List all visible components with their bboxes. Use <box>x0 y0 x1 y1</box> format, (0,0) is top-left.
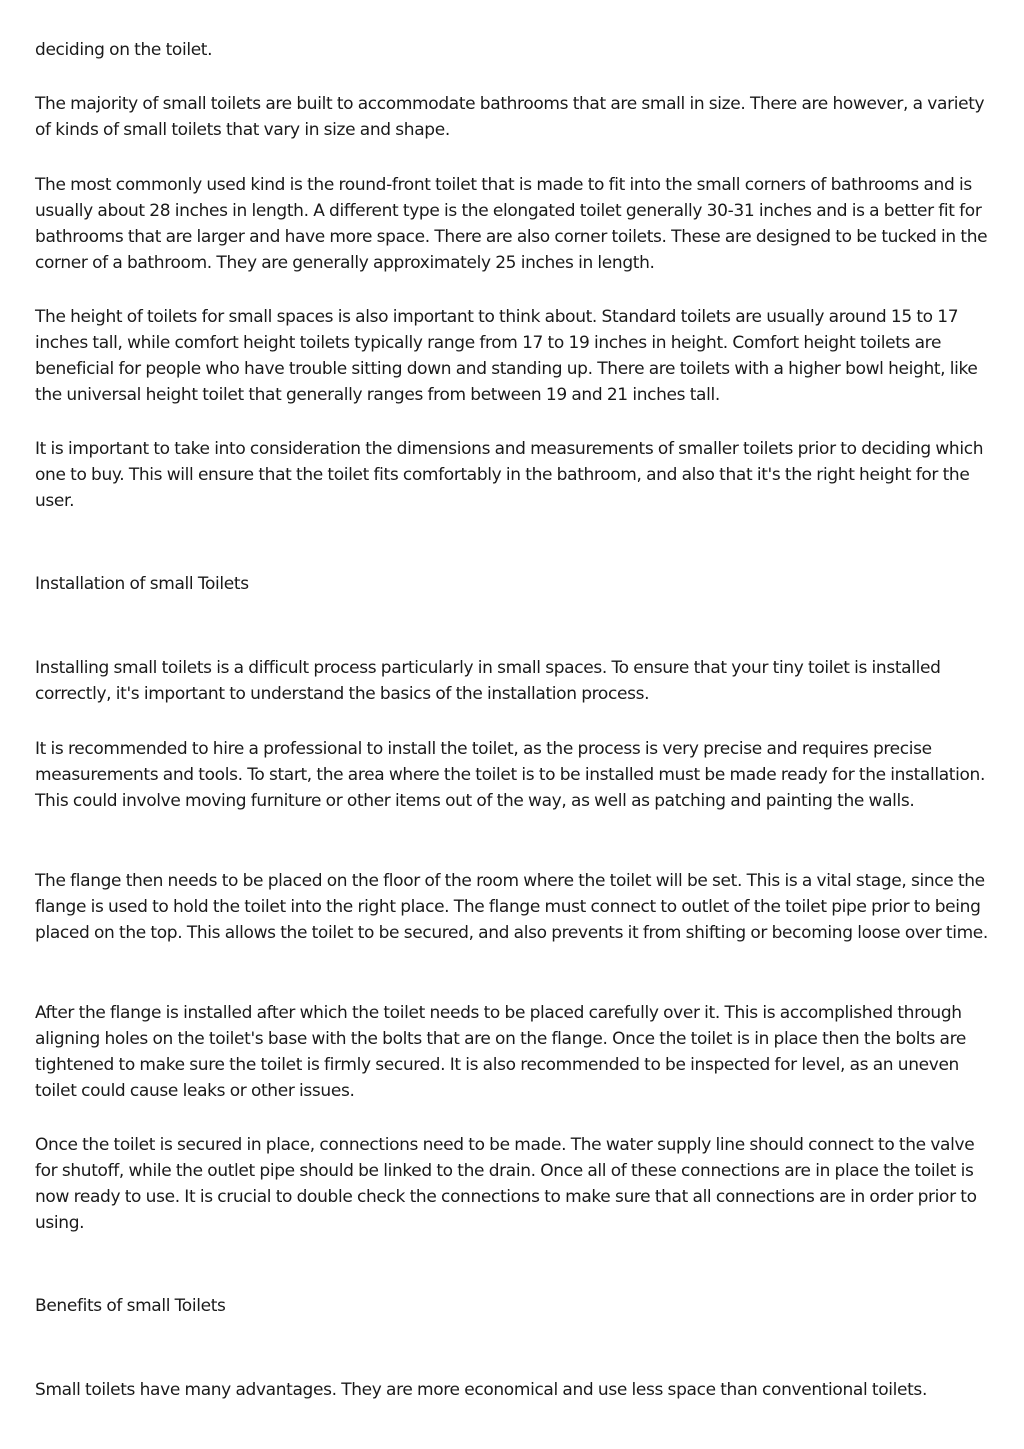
section-heading-benefits: Benefits of small Toilets <box>35 1296 226 1316</box>
paragraph-benefits-intro: Small toilets have many advantages. They are more economical and use less space than conventional toilets. <box>35 1380 927 1400</box>
paragraph-dimensions-advice: It is important to take into consideration the dimensions and measurements of smaller toilets prior to deciding which one to buy. This will ensure that the toilet fits comfortably in the bathroom, and also that it's the right height for the user. <box>35 439 984 511</box>
paragraph-connections: Once the toilet is secured in place, connections need to be made. The water supply line should connect to the valve for shutoff, while the outlet pipe should be linked to the drain. Once all of these connections are in place the toilet is now ready to use. It is crucial to double check the connections to make sure that all connections are in order prior to using. <box>35 1135 977 1233</box>
paragraph-intro-fragment: deciding on the toilet. <box>35 40 213 60</box>
paragraph-small-toilets-overview: The majority of small toilets are built to accommodate bathrooms that are small in size. There are however, a variety of kinds of small toilets that vary in size and shape. <box>35 94 985 140</box>
paragraph-toilet-placement: After the flange is installed after which the toilet needs to be placed carefully over it. This is accomplished through aligning holes on the toilet's base with the bolts that are on the flange. Once the toilet is in place then the bolts are tightened to make sure the toilet is firmly secured. It is also recommended to be inspected for level, as an uneven toilet could cause leaks or other issues. <box>35 1003 966 1101</box>
section-heading-installation: Installation of small Toilets <box>35 574 249 594</box>
paragraph-hire-professional: It is recommended to hire a professional to install the toilet, as the process is very precise and requires precise measurements and tools. To start, the area where the toilet is to be installed must be made ready for the installation. This could involve moving furniture or other items out of the way, as well as patching and painting the walls. <box>35 739 986 811</box>
paragraph-toilet-height: The height of toilets for small spaces is also important to think about. Standard toilets are usually around 15 to 17 inches tall, while comfort height toilets typically range from 17 to 19 inches in height. Comfort height toilets are beneficial for people who have trouble sitting down and standing up. There are toilets with a higher bowl height, like the universal height toilet that generally ranges from between 19 and 21 inches tall. <box>35 307 978 405</box>
paragraph-installation-intro: Installing small toilets is a difficult process particularly in small spaces. To ensure that your tiny toilet is installed correctly, it's important to understand the basics of the installation process. <box>35 658 941 704</box>
paragraph-toilet-types: The most commonly used kind is the round-front toilet that is made to fit into the small corners of bathrooms and is usually about 28 inches in length. A different type is the elongated toilet generally 30-31 inches and is a better fit for bathrooms that are larger and have more space. There are also corner toilets. These are designed to be tucked in the corner of a bathroom. They are generally approximately 25 inches in length. <box>35 175 988 273</box>
paragraph-flange-placement: The flange then needs to be placed on the floor of the room where the toilet will be set. This is a vital stage, since the flange is used to hold the toilet into the right place. The flange must connect to outlet of the toilet pipe prior to being placed on the top. This allows the toilet to be secured, and also prevents it from shifting or becoming loose over time. <box>35 871 988 943</box>
